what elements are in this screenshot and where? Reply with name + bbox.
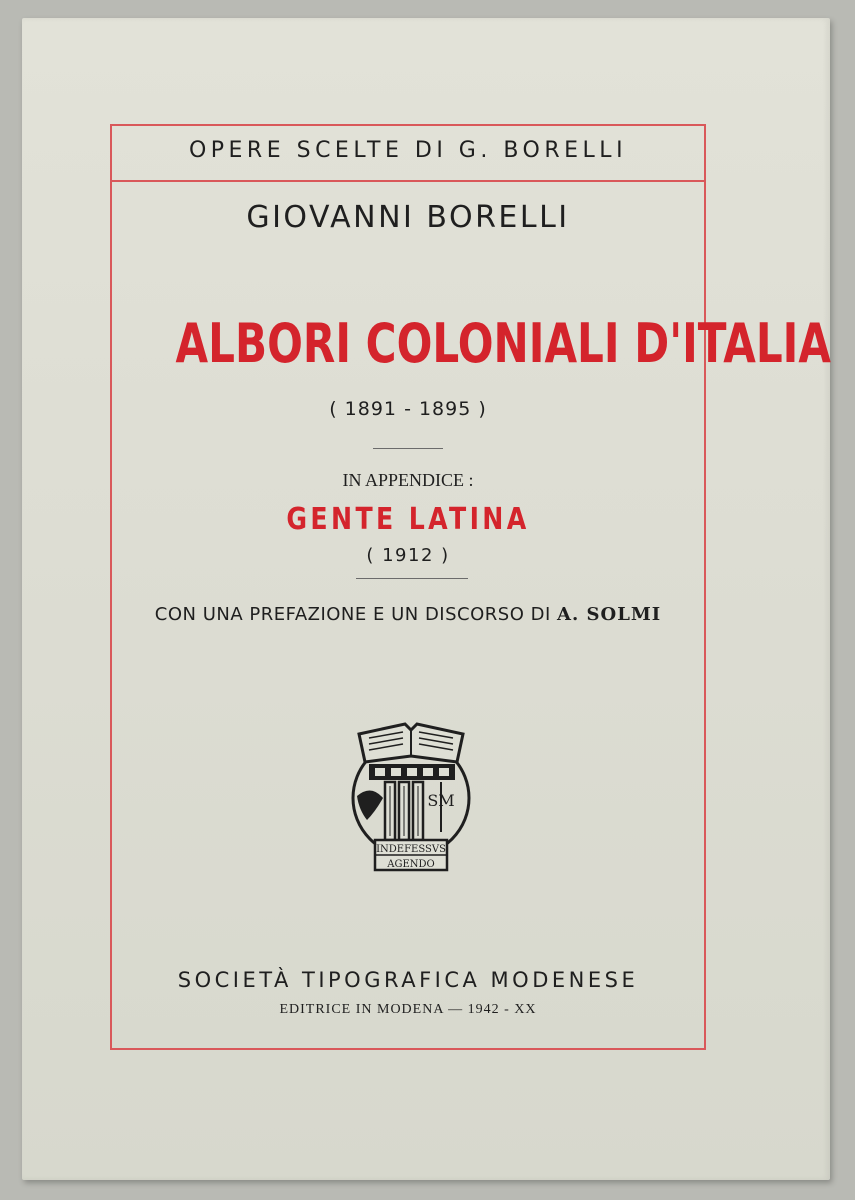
preface-text: CON UNA PREFAZIONE E UN DISCORSO DI — [154, 604, 551, 625]
book-title: ALBORI COLONIALI D'ITALIA — [175, 312, 831, 375]
appendix-title: GENTE LATINA — [286, 502, 530, 537]
appendix-year: ( 1912 ) — [366, 545, 450, 566]
book-columns-emblem-icon — [345, 712, 477, 872]
emblem-monogram: SM — [427, 791, 455, 810]
preface-line — [110, 604, 706, 625]
preface-author: A. SOLMI — [557, 604, 662, 625]
imprint-line: EDITRICE IN MODENA — 1942 - XX — [279, 1002, 537, 1017]
publisher-name: SOCIETÀ TIPOGRAFICA MODENESE — [177, 968, 639, 992]
emblem-motto-line1: INDEFESSVS — [376, 844, 446, 855]
author-name: GIOVANNI BORELLI — [246, 200, 570, 235]
emblem-motto-line2: AGENDO — [387, 859, 435, 870]
red-border-frame — [110, 124, 831, 1050]
appendix-label: IN APPENDICE : — [342, 470, 474, 490]
series-rule — [110, 180, 706, 182]
series-title: OPERE SCELTE DI G. BORELLI — [188, 138, 628, 163]
title-years: ( 1891 - 1895 ) — [329, 398, 487, 420]
divider-rule — [373, 448, 443, 449]
divider-rule — [356, 578, 468, 579]
